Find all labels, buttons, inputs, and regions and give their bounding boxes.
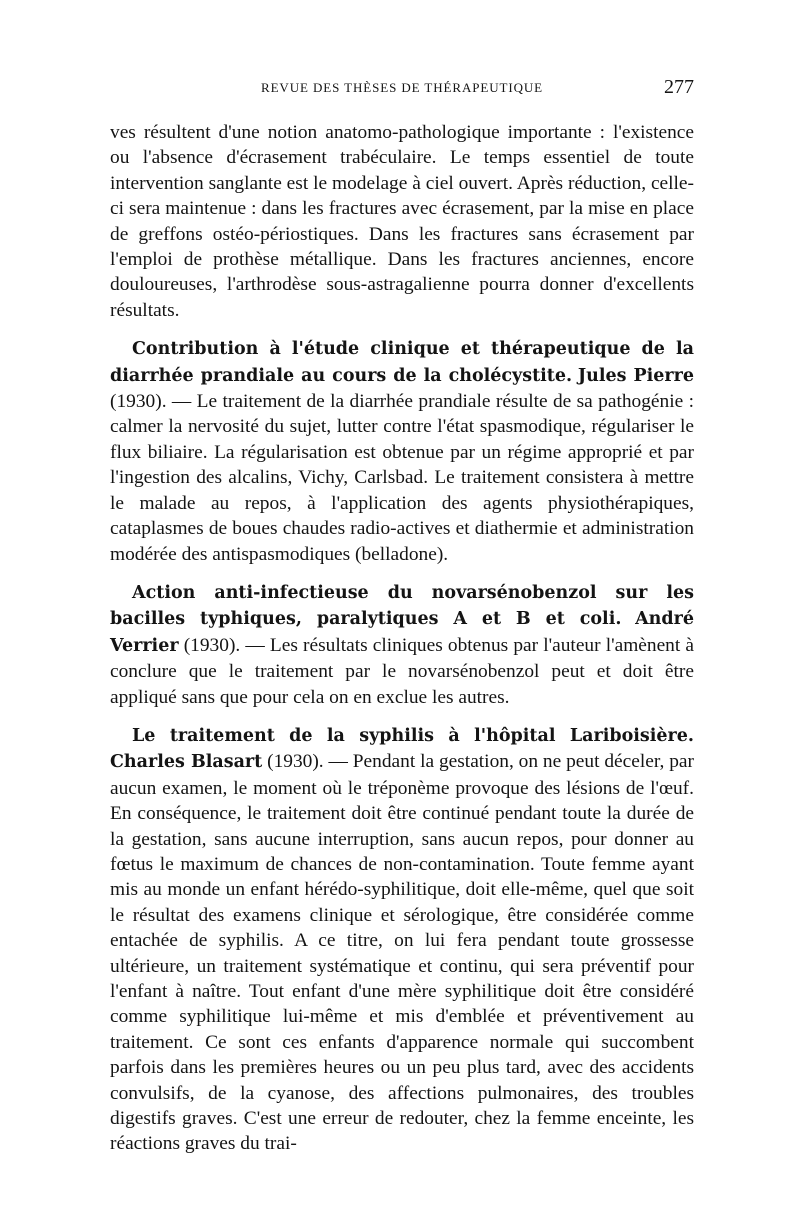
entry-body: (1930). — Pendant la gestation, on ne peut déceler, par aucun examen, le moment où le tréponème provoque des lésions de l'œuf. En conséquence, le traitement doit être continué pendant toute la durée de la gestation, sans aucune interruption, sans aucun repos, pour donner au fœtus le maximum de chances de non-contamination. Toute femme ayant mis au monde un enfant hérédo-syphilitique, doit elle-même, quel que soit le résultat des examens clinique et sérologique, être considérée comme entachée de syphilis. A ce titre, on lui fera pendant toute grossesse ultérieure, un traitement systématique et continu, qui sera préventif pour l'enfant à naître. Tout enfant d'une mère syphilitique doit être considéré comme syphilitique lui-même et mis d'emblée et préventivement au traitement. Ce sont ces enfants d'apparence normale qui succombent parfois dans les premières heures ou un peu plus tard, avec des accidents convulsifs, de la cyanose, des affections pulmonaires, des troubles digestifs graves. C'est une erreur de redouter, chez la femme enceinte, les réactions graves du trai-: [110, 751, 694, 1155]
entry-novarsenobenzol: [110, 580, 694, 710]
entry-title: Action anti-infectieuse du novarsénobenzol sur les bacilles typhiques, paralytiques A et B et coli.: [110, 582, 694, 630]
entry-paragraph: [110, 723, 694, 1157]
entry-author: André Verrier: [110, 609, 694, 656]
entry-diarrhee-prandiale: [110, 336, 694, 567]
entry-syphilis-lariboisiere: [110, 723, 694, 1157]
entry-title: Le traitement de la syphilis à l'hôpital Lariboisière.: [132, 725, 694, 746]
entry-author: Jules Pierre: [577, 365, 694, 386]
entry-body: (1930). — Les résultats cliniques obtenus par l'auteur l'amènent à conclure que le traitement par le novarsénobenzol peut et doit être appliqué sans que pour cela on en exclue les autres.: [110, 634, 694, 708]
continuation-paragraph: ves résultent d'une notion anatomo-pathologique importante : l'existence ou l'absence d'écrasement trabéculaire. Le temps essentiel de toute intervention sanglante est le modelage à ciel ouvert. Après réduction, celle-ci sera maintenue : dans les fractures avec écrasement, par la mise en place de greffons ostéo-périostiques. Dans les fractures sans écrasement par l'emploi de prothèse métallique. Dans les fractures anciennes, encore douloureuses, l'arthrodèse sous-astragalienne pourra donner d'excellents résultats.: [110, 122, 694, 321]
running-title: REVUE DES THÈSES DE THÉRAPEUTIQUE: [261, 80, 543, 95]
entry-body: (1930). — Le traitement de la diarrhée prandiale résulte de sa pathogénie : calmer la nervosité du sujet, lutter contre l'état spasmodique, régulariser le flux biliaire. La régularisation est obtenue par un régime approprié et par l'ingestion des alcalins, Vichy, Carlsbad. Le traitement consistera à mettre le malade au repos, à l'application des agents physiothérapiques, cataplasmes de boues chaudes radio-actives et diathermie et administration modérée des antispasmodiques (belladone).: [110, 391, 694, 565]
entry-author: Charles Blasart: [110, 752, 263, 773]
entry-title: Contribution à l'étude clinique et thérapeutique de la diarrhée prandiale au cours de la cholécystite.: [110, 339, 694, 386]
page: [110, 76, 694, 1157]
entry-paragraph: [110, 336, 694, 567]
page-number: 277: [664, 76, 694, 98]
running-header: [110, 76, 694, 102]
entry-paragraph: [110, 580, 694, 710]
